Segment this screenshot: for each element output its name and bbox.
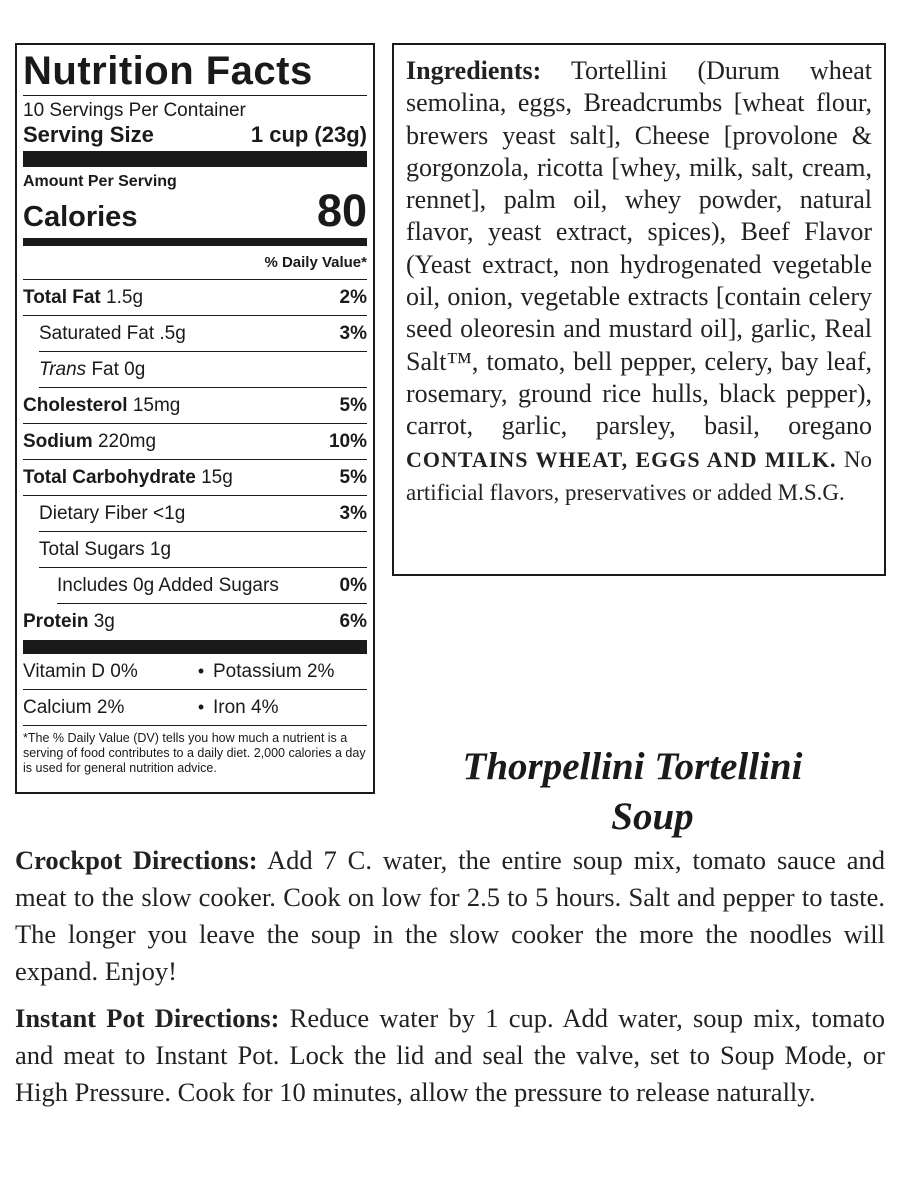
nutrition-facts-panel <box>15 43 375 794</box>
nutrient-percent: 0% <box>339 574 367 596</box>
thick-divider <box>23 151 367 167</box>
nutrient-label: Total Sugars <box>39 538 145 560</box>
bullet-icon: • <box>197 697 205 717</box>
nutrient-label: Saturated Fat <box>39 322 155 344</box>
nutrient-row-trans-fat <box>39 352 367 388</box>
nutrient-label: Includes 0g Added Sugars <box>57 574 279 596</box>
nutrient-row-saturated-fat <box>39 316 367 352</box>
calories-label: Calories <box>23 201 138 233</box>
instant-pot-directions-label: Instant Pot Directions: <box>15 1003 280 1033</box>
product-title-line2: Soup <box>611 795 694 838</box>
nutrient-amount: 220mg <box>97 430 157 452</box>
nutrient-row-dietary-fiber <box>39 496 367 532</box>
daily-value-header: % Daily Value* <box>23 246 367 280</box>
serving-size-value: 1 cup (23g) <box>250 122 367 147</box>
product-title-line1: Thorpellini Tortellini <box>462 745 803 788</box>
ingredients-note: No artificial flavors, preservatives or added M.S.G. <box>406 446 872 505</box>
thick-divider <box>23 640 367 654</box>
product-title <box>405 742 860 842</box>
serving-size-label: Serving Size <box>23 122 154 147</box>
nutrient-row-added-sugars <box>57 568 367 604</box>
bullet-icon: • <box>197 661 205 681</box>
nutrient-label: Trans <box>39 358 87 380</box>
calories-value: 80 <box>316 185 367 236</box>
calcium: Calcium 2% <box>23 696 125 718</box>
ingredients-text: Tortellini (Durum wheat semolina, eggs, Breadcrumbs [wheat flour, brewers yeast salt], Cheese [provolone & gorgonzola, ricotta [whey, milk, salt, cream, rennet], palm oil, whey powder, natural flavor, yeast extract, spices), Beef Flavor (Yeast extract, non hydrogenated vegetable oil, onion, vegetable extracts [contain celery seed oleoresin and mustard oil], garlic, Real Salt™, tomato, bell pepper, celery, bay leaf, rosemary, ground rice hulls, black pepper), carrot, garlic, parsley, basil, oregano <box>406 56 872 441</box>
nutrition-facts-title: Nutrition Facts <box>23 49 313 93</box>
nutrient-percent: 6% <box>339 611 367 632</box>
crockpot-directions-text: Add 7 C. water, the entire soup mix, tomato sauce and meat to the slow cooker. Cook on low for 2.5 to 5 hours. Salt and pepper to taste. The longer you leave the soup in the slow cooker the more the noodles will expand. Enjoy! <box>15 845 885 986</box>
nutrient-percent: 2% <box>339 286 367 308</box>
daily-value-footnote: *The % Daily Value (DV) tells you how much a nutrient is a serving of food contributes to a daily diet. 2,000 calories a day is used for general nutrition advice. <box>23 731 366 775</box>
nutrient-row-protein <box>23 604 367 640</box>
nutrient-row-cholesterol <box>23 388 367 424</box>
nutrient-amount: 3g <box>93 611 115 632</box>
vitamin-row <box>23 654 367 690</box>
nutrient-amount: Fat 0g <box>91 358 146 380</box>
nutrient-amount: 15g <box>201 466 233 488</box>
nutrient-percent: 5% <box>339 466 367 488</box>
vitamin-d: Vitamin D 0% <box>23 660 138 682</box>
nutrient-percent: 5% <box>339 394 367 416</box>
crockpot-directions <box>15 842 885 990</box>
nutrient-percent: 3% <box>339 502 367 524</box>
ingredients-label: Ingredients: <box>406 56 542 85</box>
amount-per-serving: Amount Per Serving <box>23 173 177 190</box>
nutrient-row-sodium <box>23 424 367 460</box>
serving-size-row <box>23 122 367 148</box>
divider <box>23 95 367 96</box>
ingredients-box <box>392 43 886 576</box>
nutrient-amount: <1g <box>153 502 186 524</box>
nutrient-label: Total Fat <box>23 286 101 308</box>
nutrient-row-total-fat <box>23 280 367 316</box>
nutrient-amount: .5g <box>159 322 186 344</box>
nutrient-amount: 15mg <box>132 394 181 416</box>
nutrient-percent: 10% <box>328 430 367 452</box>
nutrient-row-total-sugars <box>39 532 367 568</box>
nutrient-label: Cholesterol <box>23 394 128 416</box>
allergen-statement: CONTAINS WHEAT, EGGS AND MILK. <box>406 446 837 472</box>
calories-row <box>23 185 367 236</box>
potassium: Potassium 2% <box>213 660 335 682</box>
nutrient-label: Total Carbohydrate <box>23 466 196 488</box>
nutrient-amount: 1g <box>149 538 172 560</box>
medium-divider <box>23 238 367 246</box>
iron: Iron 4% <box>213 696 279 718</box>
crockpot-directions-label: Crockpot Directions: <box>15 845 258 875</box>
nutrient-label: Protein <box>23 611 89 632</box>
servings-per-container: 10 Servings Per Container <box>23 100 246 121</box>
nutrient-amount: 1.5g <box>106 286 144 308</box>
instant-pot-directions-text: Reduce water by 1 cup. Add water, soup mix, tomato and meat to Instant Pot. Lock the lid and seal the valve, set to Soup Mode, or High Pressure. Cook for 10 minutes, allow the pressure to release naturally. <box>15 1003 885 1107</box>
nutrient-percent: 3% <box>339 322 367 344</box>
instant-pot-directions <box>15 1000 885 1111</box>
nutrient-label: Dietary Fiber <box>39 502 148 524</box>
vitamin-row <box>23 690 367 726</box>
nutrient-row-total-carbohydrate <box>23 460 367 496</box>
nutrient-label: Sodium <box>23 430 93 452</box>
